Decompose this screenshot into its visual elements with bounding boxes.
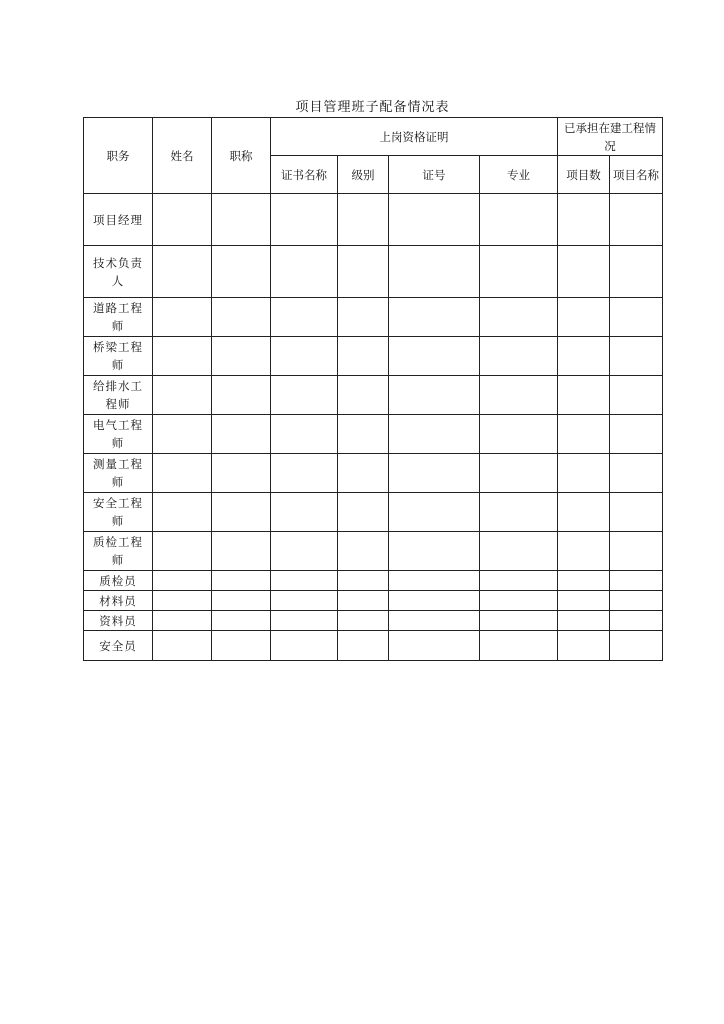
table-cell[interactable]	[558, 493, 610, 532]
header-title: 职称	[212, 118, 271, 194]
table-cell[interactable]	[338, 337, 389, 376]
table-cell[interactable]	[558, 591, 610, 611]
table-cell[interactable]	[271, 571, 338, 591]
table-cell[interactable]	[610, 376, 663, 415]
table-cell[interactable]	[153, 454, 212, 493]
table-cell[interactable]	[389, 532, 480, 571]
table-cell[interactable]	[338, 246, 389, 298]
row-position-label: 道路工程师	[84, 298, 153, 337]
table-cell[interactable]	[271, 337, 338, 376]
table-row	[84, 532, 663, 571]
table-row	[84, 376, 663, 415]
table-cell[interactable]	[271, 591, 338, 611]
table-cell[interactable]	[271, 454, 338, 493]
table-row	[84, 298, 663, 337]
table-cell[interactable]	[389, 493, 480, 532]
table-cell[interactable]	[558, 571, 610, 591]
table-cell[interactable]	[480, 454, 558, 493]
table-cell[interactable]	[271, 194, 338, 246]
table-cell[interactable]	[480, 493, 558, 532]
row-position-label: 资料员	[84, 611, 153, 631]
table-cell[interactable]	[153, 376, 212, 415]
table-cell[interactable]	[153, 493, 212, 532]
table-cell[interactable]	[610, 246, 663, 298]
table-cell[interactable]	[610, 454, 663, 493]
table-cell[interactable]	[153, 194, 212, 246]
header-projects-group: 已承担在建工程情况	[558, 118, 663, 156]
table-cell[interactable]	[212, 611, 271, 631]
table-cell[interactable]	[212, 631, 271, 661]
table-cell[interactable]	[153, 246, 212, 298]
table-cell[interactable]	[271, 246, 338, 298]
header-project-name: 项目名称	[610, 156, 663, 194]
table-cell[interactable]	[153, 571, 212, 591]
table-cell[interactable]	[480, 337, 558, 376]
table-cell[interactable]	[271, 611, 338, 631]
table-title: 项目管理班子配备情况表	[295, 100, 450, 115]
table-cell[interactable]	[271, 415, 338, 454]
table-cell[interactable]	[389, 591, 480, 611]
table-cell[interactable]	[480, 571, 558, 591]
header-position: 职务	[84, 118, 153, 194]
row-position-label: 安全员	[84, 631, 153, 661]
table-row	[84, 246, 663, 298]
table-cell[interactable]	[480, 298, 558, 337]
table-cell[interactable]	[558, 376, 610, 415]
table-cell[interactable]	[389, 298, 480, 337]
table-cell[interactable]	[271, 376, 338, 415]
table-cell[interactable]	[480, 591, 558, 611]
row-position-label: 电气工程师	[84, 415, 153, 454]
table-cell[interactable]	[212, 591, 271, 611]
table-cell[interactable]	[389, 376, 480, 415]
table-cell[interactable]	[480, 194, 558, 246]
row-position-label: 测量工程师	[84, 454, 153, 493]
table-cell[interactable]	[271, 532, 338, 571]
table-row	[84, 631, 663, 661]
table-cell[interactable]	[212, 337, 271, 376]
table-cell[interactable]	[389, 246, 480, 298]
table-cell[interactable]	[338, 571, 389, 591]
table-cell[interactable]	[558, 454, 610, 493]
table-row	[84, 337, 663, 376]
table-cell[interactable]	[480, 532, 558, 571]
table-cell[interactable]	[389, 337, 480, 376]
table-cell[interactable]	[271, 493, 338, 532]
header-specialty: 专业	[480, 156, 558, 194]
table-cell[interactable]	[610, 194, 663, 246]
table-cell[interactable]	[212, 493, 271, 532]
table-cell[interactable]	[558, 246, 610, 298]
table-cell[interactable]	[338, 631, 389, 661]
table-cell[interactable]	[271, 631, 338, 661]
table-cell[interactable]	[558, 611, 610, 631]
table-cell[interactable]	[610, 415, 663, 454]
table-cell[interactable]	[558, 298, 610, 337]
table-cell[interactable]	[153, 415, 212, 454]
table-cell[interactable]	[153, 337, 212, 376]
table-cell[interactable]	[610, 298, 663, 337]
table-cell[interactable]	[480, 246, 558, 298]
table-cell[interactable]	[212, 454, 271, 493]
table-cell[interactable]	[389, 194, 480, 246]
table-cell[interactable]	[610, 571, 663, 591]
table-cell[interactable]	[480, 415, 558, 454]
table-cell[interactable]	[389, 571, 480, 591]
row-position-label: 技术负责人	[84, 246, 153, 298]
table-row	[84, 194, 663, 246]
staffing-table	[83, 117, 663, 661]
row-position-label: 桥梁工程师	[84, 337, 153, 376]
table-cell[interactable]	[558, 631, 610, 661]
table-row	[84, 571, 663, 591]
table-row	[84, 493, 663, 532]
table-cell[interactable]	[338, 415, 389, 454]
table-cell[interactable]	[212, 532, 271, 571]
table-cell[interactable]	[610, 493, 663, 532]
table-row	[84, 611, 663, 631]
table-cell[interactable]	[153, 532, 212, 571]
table-cell[interactable]	[610, 631, 663, 661]
header-project-count: 项目数	[558, 156, 610, 194]
table-cell[interactable]	[610, 611, 663, 631]
table-cell[interactable]	[480, 376, 558, 415]
header-cert-no: 证号	[389, 156, 480, 194]
table-cell[interactable]	[338, 611, 389, 631]
table-cell[interactable]	[610, 591, 663, 611]
header-cert-group: 上岗资格证明	[271, 118, 558, 156]
table-cell[interactable]	[389, 631, 480, 661]
table-cell[interactable]	[338, 298, 389, 337]
table-cell[interactable]	[389, 454, 480, 493]
table-cell[interactable]	[610, 532, 663, 571]
table-cell[interactable]	[212, 376, 271, 415]
table-cell[interactable]	[558, 337, 610, 376]
table-cell[interactable]	[212, 298, 271, 337]
header-name: 姓名	[153, 118, 212, 194]
table-cell[interactable]	[153, 298, 212, 337]
table-cell[interactable]	[338, 493, 389, 532]
header-cert-name: 证书名称	[271, 156, 338, 194]
table-cell[interactable]	[338, 591, 389, 611]
row-position-label: 安全工程师	[84, 493, 153, 532]
table-cell[interactable]	[558, 532, 610, 571]
table-cell[interactable]	[389, 611, 480, 631]
table-cell[interactable]	[558, 194, 610, 246]
row-position-label: 质检工程师	[84, 532, 153, 571]
table-cell[interactable]	[389, 415, 480, 454]
table-cell[interactable]	[212, 571, 271, 591]
table-cell[interactable]	[212, 415, 271, 454]
table-cell[interactable]	[153, 591, 212, 611]
table-cell[interactable]	[480, 631, 558, 661]
table-cell[interactable]	[153, 611, 212, 631]
table-row	[84, 591, 663, 611]
table-cell[interactable]	[212, 246, 271, 298]
table-cell[interactable]	[153, 631, 212, 661]
table-cell[interactable]	[212, 194, 271, 246]
row-position-label: 给排水工程师	[84, 376, 153, 415]
row-position-label: 项目经理	[84, 194, 153, 246]
table-cell[interactable]	[338, 194, 389, 246]
row-position-label: 材料员	[84, 591, 153, 611]
table-cell[interactable]	[610, 337, 663, 376]
table-cell[interactable]	[558, 415, 610, 454]
row-position-label: 质检员	[84, 571, 153, 591]
table-cell[interactable]	[338, 454, 389, 493]
header-level: 级别	[338, 156, 389, 194]
table-cell[interactable]	[338, 532, 389, 571]
table-cell[interactable]	[338, 376, 389, 415]
table-row	[84, 415, 663, 454]
table-cell[interactable]	[480, 611, 558, 631]
table-row	[84, 454, 663, 493]
table-cell[interactable]	[271, 298, 338, 337]
